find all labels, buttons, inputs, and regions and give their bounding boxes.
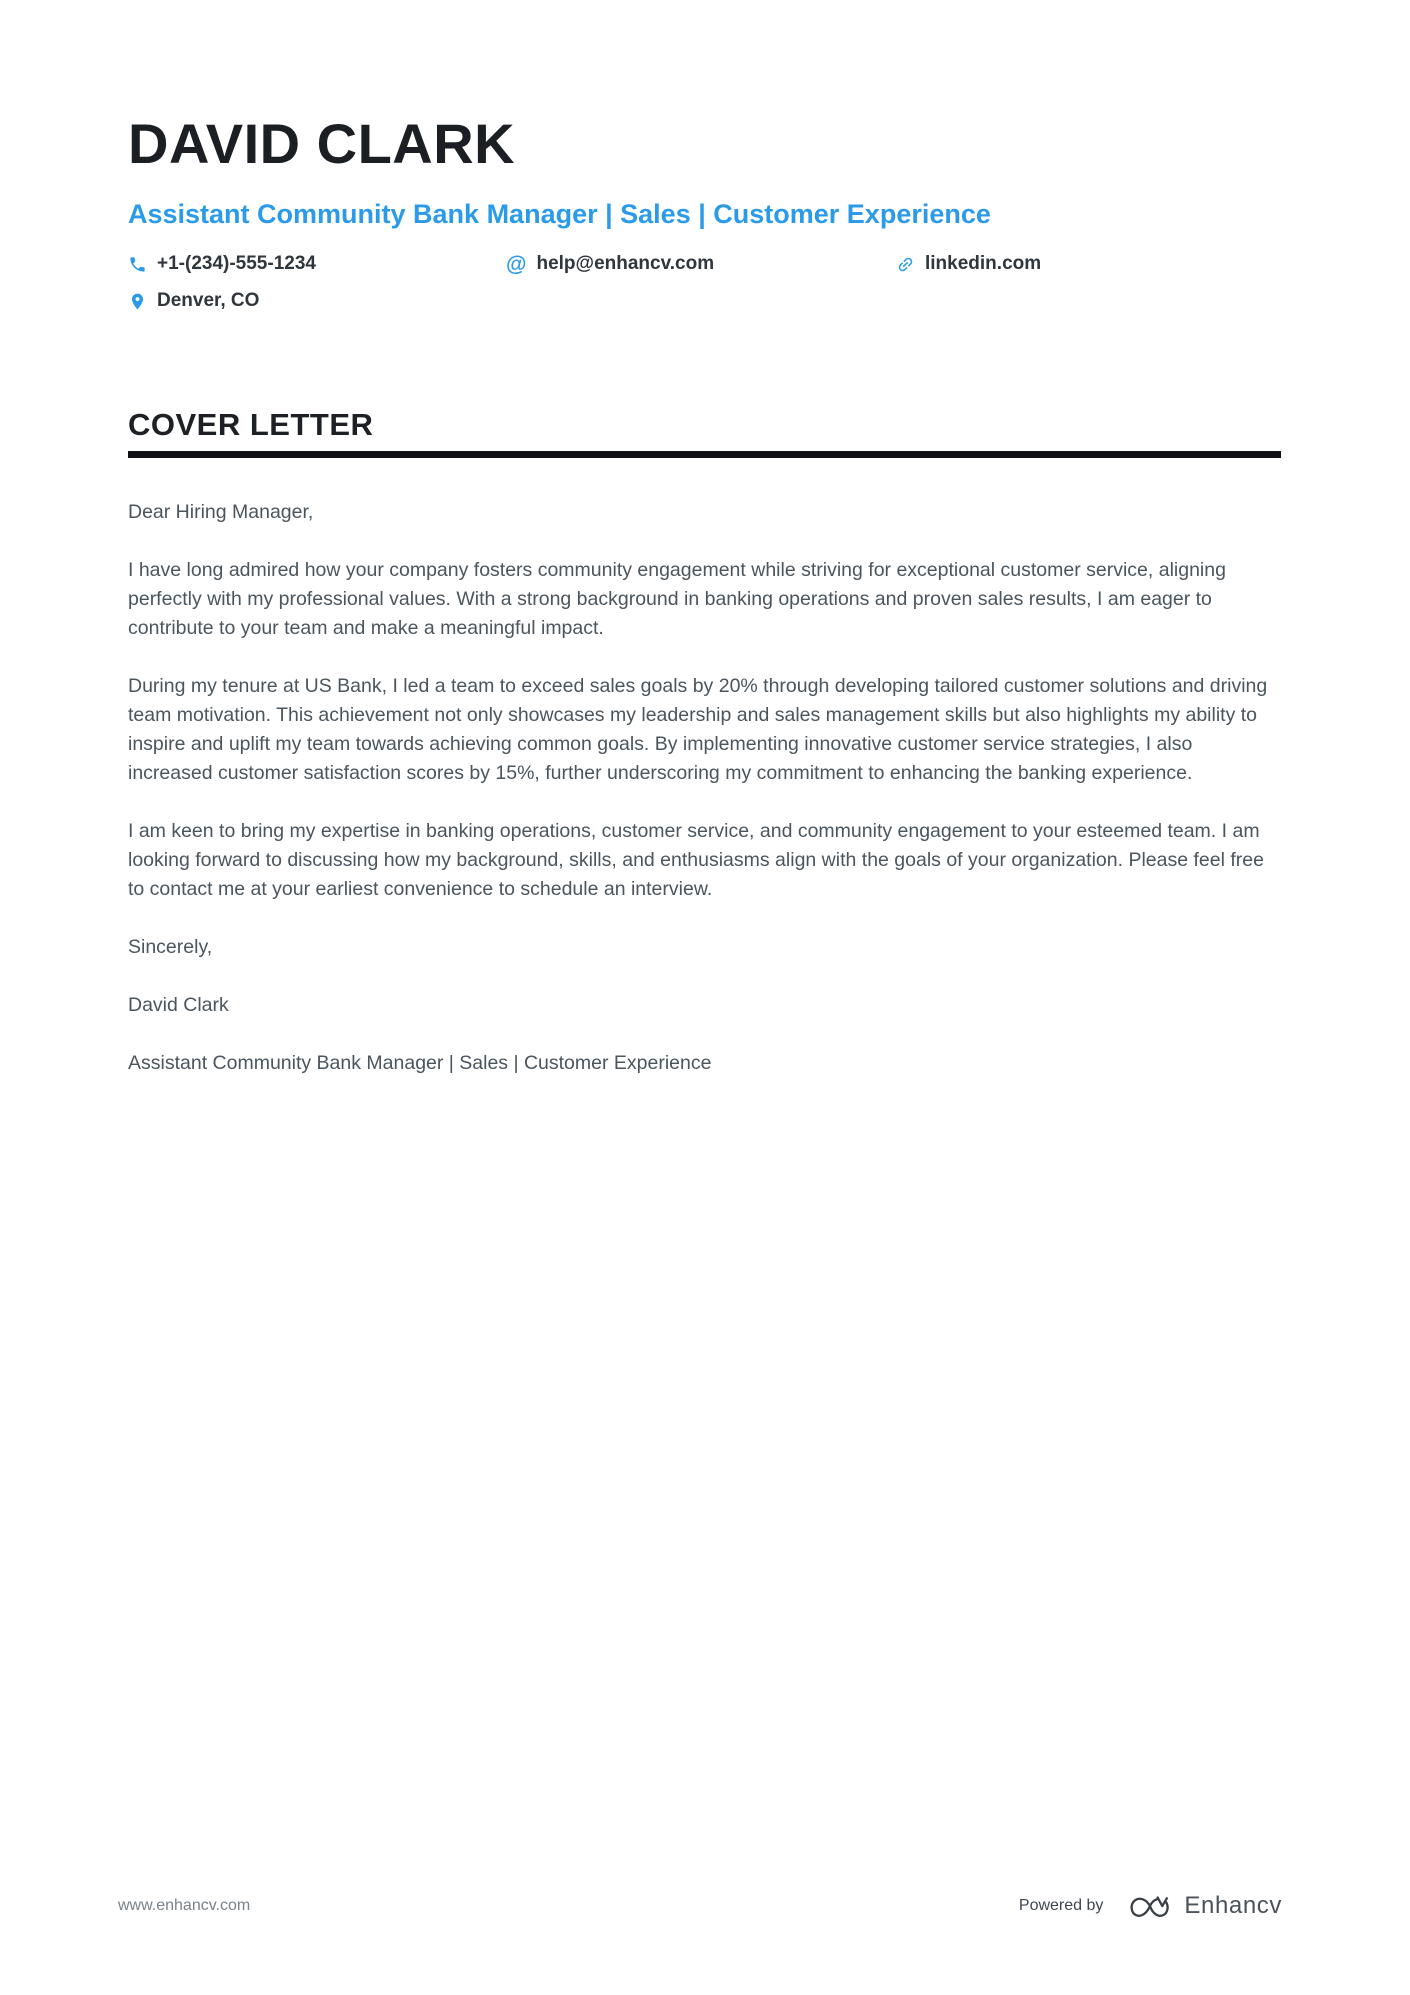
powered-by-block <box>1019 1891 1282 1921</box>
link-icon <box>892 251 919 278</box>
section-underline <box>128 451 1281 458</box>
website-url[interactable]: linkedin.com <box>925 253 1042 275</box>
section-title: COVER LETTER <box>128 407 374 443</box>
enhancv-brand[interactable] <box>1127 1891 1282 1921</box>
letter-paragraph: During my tenure at US Bank, I led a team to exceed sales goals by 20% through developing tailored customer solutions and driving team motivation. This achievement not only showcases my leadership and sales management skills but also highlights my ability to inspire and uplift my team towards achieving common goals. By implementing innovative customer service strategies, I also increased customer satisfaction scores by 15%, further underscoring my commitment to enhancing the banking experience. <box>128 675 1268 785</box>
closing: Sincerely, <box>128 936 213 959</box>
signature-title: Assistant Community Bank Manager | Sales | Customer Experience <box>128 1052 712 1075</box>
contact-row <box>128 253 1281 275</box>
location-row <box>128 290 1281 312</box>
website-contact <box>896 253 1041 275</box>
document-header <box>128 112 1281 312</box>
footer-website-link[interactable]: www.enhancv.com <box>118 1897 251 1914</box>
location-pin-icon <box>128 292 147 311</box>
email-contact <box>506 253 896 275</box>
phone-icon <box>128 255 147 274</box>
phone-contact <box>128 253 506 275</box>
letter-paragraph: I have long admired how your company fosters community engagement while striving for exceptional customer service, aligning perfectly with my professional values. With a strong background in banking operations and proven sales results, I am eager to contribute to your team and make a meaningful impact. <box>128 559 1226 640</box>
signature-name: David Clark <box>128 994 229 1017</box>
salutation: Dear Hiring Manager, <box>128 501 314 524</box>
enhancv-logo-icon <box>1127 1891 1173 1921</box>
page-footer <box>118 1891 1282 1921</box>
email-address[interactable]: help@enhancv.com <box>536 253 715 275</box>
candidate-headline: Assistant Community Bank Manager | Sales | Customer Experience <box>128 199 991 229</box>
enhancv-wordmark: Enhancv <box>1184 1892 1282 1919</box>
candidate-name: DAVID CLARK <box>128 112 516 175</box>
letter-paragraph: I am keen to bring my expertise in banking operations, customer service, and community engagement to your esteemed team. I am looking forward to discussing how my background, skills, and enthusiasms align with the goals of your organization. Please feel free to contact me at your earliest convenience to schedule an interview. <box>128 820 1264 901</box>
phone-number: +1-(234)-555-1234 <box>157 253 316 275</box>
cover-letter-section <box>128 408 1281 1078</box>
at-icon: @ <box>506 252 527 276</box>
location-text: Denver, CO <box>157 290 260 312</box>
location-contact <box>128 290 259 312</box>
powered-by-label: Powered by <box>1018 1897 1104 1914</box>
